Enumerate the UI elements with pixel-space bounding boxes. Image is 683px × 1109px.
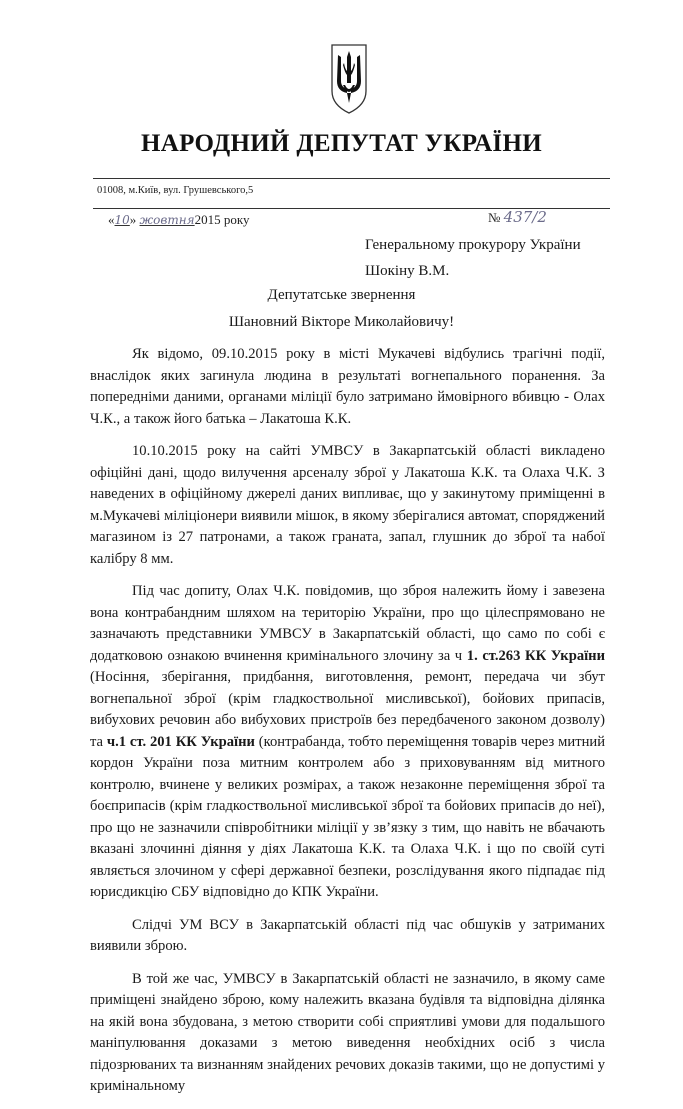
number-handwritten: 437/2 <box>503 208 547 226</box>
addressee-title: Генеральному прокурору України <box>365 237 581 253</box>
date-month-handwritten: жовтня <box>139 213 195 227</box>
addressee-name: Шокіну В.М. <box>365 263 450 279</box>
paragraph-3 <box>90 581 605 904</box>
date-day-handwritten: 10 <box>114 213 130 227</box>
document-type: Депутатське звернення <box>267 287 416 303</box>
document-date <box>108 212 250 228</box>
paragraph-3-part-1: Під час допиту, Олах Ч.К. повідомив, що зброя належить йому і завезена вона контрабандним шляхом на територію України, про що цілеспрямовано не зазначають представники УМВСУ в Закарпатській області, що само по собі є додатковою ознакою вчинення кримінального злочину за ч <box>90 583 605 664</box>
letterhead-title: НАРОДНИЙ ДЕПУТАТ УКРАЇНИ <box>141 130 542 157</box>
date-open-quote: « <box>108 212 115 227</box>
letterhead-divider <box>93 178 610 179</box>
trident-coat-of-arms-icon <box>330 43 368 115</box>
paragraph-2: 10.10.2015 року на сайті УМВСУ в Закарпатській області викладено офіційні дані, щодо вилучення арсеналу зброї у Лакатоша К.К. та Олаха Ч.К. З наведених в офіційному джерелі даних випливає, що у закинутому приміщенні в м.Мукачеві міліціонери виявили мішок, в якому зберігалися автомат, споряджений магазином із 27 патронами, а також граната, запал, глушник до зброї та набої калібру 8 мм. <box>90 443 605 567</box>
registration-number <box>488 208 547 226</box>
date-close-quote: » <box>129 212 137 227</box>
paragraph-4: Слідчі УМ ВСУ в Закарпатській області під час обшуків у затриманих виявили зброю. <box>90 916 605 954</box>
office-address: 01008, м.Київ, вул. Грушевського,5 <box>97 185 254 196</box>
article-201-reference: ч.1 ст. 201 КК України <box>106 733 255 750</box>
salutation: Шановний Вікторе Миколайовичу! <box>228 314 455 330</box>
paragraph-1: Як відомо, 09.10.2015 року в місті Мукачеві відбулись трагічні події, внаслідок яких загинула людина в результаті вогнепального поранення. За попередніми даними, органами міліції було затримано ймовірного вбивцю - Олах Ч.К., а також його батька – Лакатоша К.К. <box>90 346 605 427</box>
article-263-reference: 1. ст.263 КК України <box>466 647 605 664</box>
paragraph-5: В той же час, УМВСУ в Закарпатській області не зазначило, в якому саме приміщені знайдено зброю, кому належить вказана будівля та відповідна ділянка на якій вона збудована, з метою створити собі сприятливі умови для подальшого маніпулювання доказами з метою виведення необхідних осіб з числа підозрюваних та визнанням знайдених речових доказів такими, що не допустимі у кримінальному <box>90 970 605 1094</box>
number-prefix: № <box>488 210 501 225</box>
date-year: 2015 року <box>194 212 250 227</box>
paragraph-3-part-2: (Носіння, зберігання, придбання, виготовлення, ремонт, передача чи збут вогнепальної зброї (крім гладкоствольної мисливської), бойових припасів, вибухових речовин або вибухових пристроїв без передбаченого законом дозволу) та <box>90 669 605 750</box>
paragraph-3-part-3: (контрабанда, тобто переміщення товарів через митний кордон України поза митним контролем або з приховуванням від митного контролю, вчинене у великих розмірах, а також незаконне переміщення зброї та боєприпасів (крім гладкоствольної мисливської зброї та бойових припасів до неї), про що не зазначили співробітники міліції у зв’язку з тим, що навіть не вбачають вказані злочинні діяння у діях Лакатоша К.К. та Олаха Ч.К. і що по своїй суті являється злочином у сфері державної безпеки, розслідування якого підпадає під юрисдикцію СБУ відповідно до КПК України. <box>90 733 605 900</box>
letter-body <box>90 344 605 1109</box>
